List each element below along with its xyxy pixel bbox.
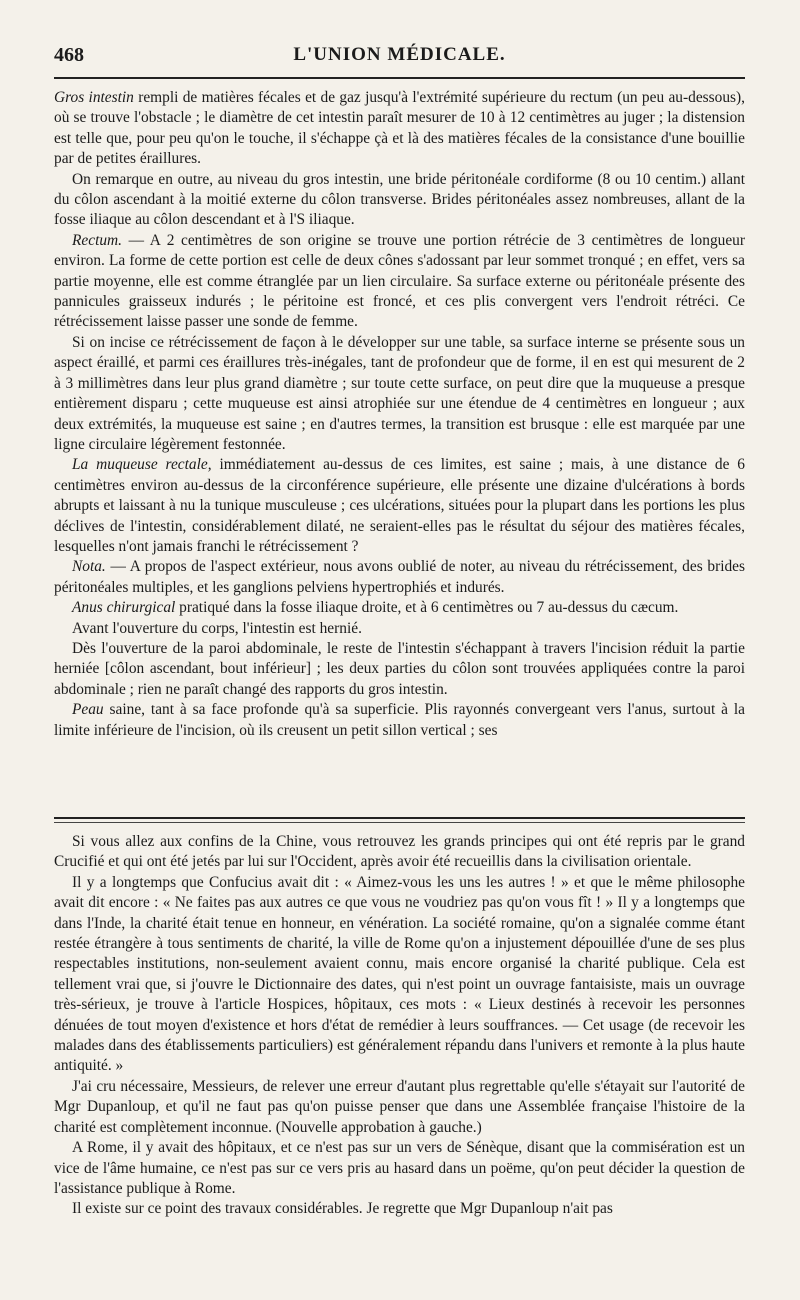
paragraph: La muqueuse rectale, immédiatement au-dessus de ces limites, est saine ; mais, à une distance de 6 centimètres environ au-dessus de la circonférence supérieure, elle présente une dizaine d'ulcérations à bords abrupts et laissant à nu la tunique musculeuse ; ces ulcérations, situées pour la plupart dans les portions les plus déclives de l'intestin, considérablement dilaté, ne seraient-elles pas le résultat du séjour des matières fécales, lesquelles n'ont jamais franchi le rétrécissement ? (54, 456, 745, 555)
paragraph: Peau saine, tant à sa face profonde qu'à sa superficie. Plis rayonnés convergeant vers l'anus, surtout à la limite inférieure de l'incision, où ils creusent un petit sillon vertical ; ses (54, 701, 745, 739)
clinical-report (54, 88, 745, 741)
feuilleton-rule-thin (54, 822, 745, 823)
paragraph: Dès l'ouverture de la paroi abdominale, le reste de l'intestin s'échappant à travers l'incision réduit la partie herniée [côlon ascendant, bout inférieur] ; les deux parties du côlon sont trouvées appliquées contre la paroi abdominale ; rien ne paraît changé des rapports du gros intestin. (54, 639, 745, 698)
paragraph: Il y a longtemps que Confucius avait dit : « Aimez-vous les uns les autres ! » et que le même philosophe avait dit encore : « Ne faites pas aux autres ce que vous ne voudriez pas qu'on vous fît ! » Il y a longtemps que dans l'Inde, la charité était tenue en honneur, en vénération. La société romaine, qu'on a signalée comme étant restée étrangère à tous sentiments de charité, la ville de Rome qu'on a injustement dépouillée d'une de ses plus respectables institutions, non-seulement avaient connu, mais encore organisé la charité publique. Cela est tellement vrai que, si j'ouvre le Dictionnaire des dates, qui n'est point un ouvrage fantaisiste, mais un ouvrage très-sérieux, je trouve à l'article Hospices, hôpitaux, ces mots : « Lieux destinés à recevoir les personnes dénuées de tout moyen d'existence et hors d'état de remédier à leurs souffrances. — Cet usage (de recevoir les malades dans des établissements particuliers) est généralement répandu dans l'univers et remonte à la plus haute antiquité. » (54, 873, 745, 1075)
paragraph: Il existe sur ce point des travaux considérables. Je regrette que Mgr Dupanloup n'ait pas (72, 1200, 613, 1218)
paragraph: Si on incise ce rétrécissement de façon à le développer sur une table, sa surface interne se présente sous un aspect éraillé, et parmi ces éraillures très-inégales, tant de profondeur que de forme, il en est qui mesurent de 2 à 3 millimètres dans leur plus grand diamètre ; sur toute cette surface, on peut dire que la muqueuse a presque entièrement disparu ; cette muqueuse est ainsi atrophiée sur une étendue de 4 centimètres en longueur ; aux deux extrémités, la muqueuse est saine ; en d'autres termes, la transition est brusque : elle est marquée par une ligne circulaire légèrement festonnée. (54, 333, 745, 453)
feuilleton-rule (54, 817, 745, 819)
paragraph: Rectum. — A 2 centimètres de son origine se trouve une portion rétrécie de 3 centimètres de longueur environ. La forme de cette portion est celle de deux cônes s'adossant par leur sommet tronqué ; en effet, vers sa partie moyenne, elle est comme étranglée par un lien circulaire. Sa surface externe ou péritonéale présente des pannicules graisseux indurés ; le péritoine est froncé, et ces plis convergent vers l'endroit rétréci. Ce rétrécissement laisse passer une sonde de femme. (54, 231, 745, 331)
paragraph: On remarque en outre, au niveau du gros intestin, une bride péritonéale cordiforme (8 ou 10 centim.) allant du côlon ascendant à la moitié externe du côlon transverse. Brides péritonéales assez nombreuses, allant de la fosse iliaque au côlon descendant et à l'S iliaque. (54, 170, 745, 229)
paragraph: A Rome, il y avait des hôpitaux, et ce n'est pas sur un vers de Sénèque, disant que la commisération est un vice de l'âme humaine, ce n'est pas sur ce vers pris au hasard dans un poëme, qu'on peut décider la question de l'assistance publique à Rome. (54, 1139, 745, 1197)
running-title: L'UNION MÉDICALE. (293, 44, 506, 65)
paragraph: Gros intestin rempli de matières fécales et de gaz jusqu'à l'extrémité supérieure du rectum (un peu au-dessous), où se trouve l'obstacle ; le diamètre de cet intestin paraît mesurer de 10 à 12 centimètres au juger ; la distension est telle que, pour peu qu'on le touche, il s'échappe çà et là des matières fécales de la consistance d'une bouillie par de petites éraillures. (54, 89, 745, 168)
paragraph: Si vous allez aux confins de la Chine, vous retrouvez les grands principes qui ont été repris par le grand Crucifié et qui ont été jetés par lui sur l'Occident, après avoir été recueillis dans la civilisation orientale. (54, 833, 745, 871)
paragraph: Avant l'ouverture du corps, l'intestin est hernié. (72, 619, 362, 637)
feuilleton (54, 832, 745, 1220)
page-header (54, 40, 745, 74)
header-rule (54, 77, 745, 79)
paragraph: Nota. — A propos de l'aspect extérieur, nous avons oublié de noter, au niveau du rétrécissement, des brides péritonéales multiples, et les ganglions pelviens hypertrophiés et indurés. (54, 558, 745, 596)
paragraph: J'ai cru nécessaire, Messieurs, de relever une erreur d'autant plus regrettable qu'elle s'étayait sur l'autorité de Mgr Dupanloup, et qu'il ne faut pas qu'on puisse penser que dans une Assemblée française l'histoire de la charité est complètement inconnue. (Nouvelle approbation à gauche.) (54, 1077, 745, 1136)
page-number: 468 (54, 44, 84, 66)
paragraph: Anus chirurgical pratiqué dans la fosse iliaque droite, et à 6 centimètres ou 7 au-dessus du cæcum. (72, 599, 679, 617)
